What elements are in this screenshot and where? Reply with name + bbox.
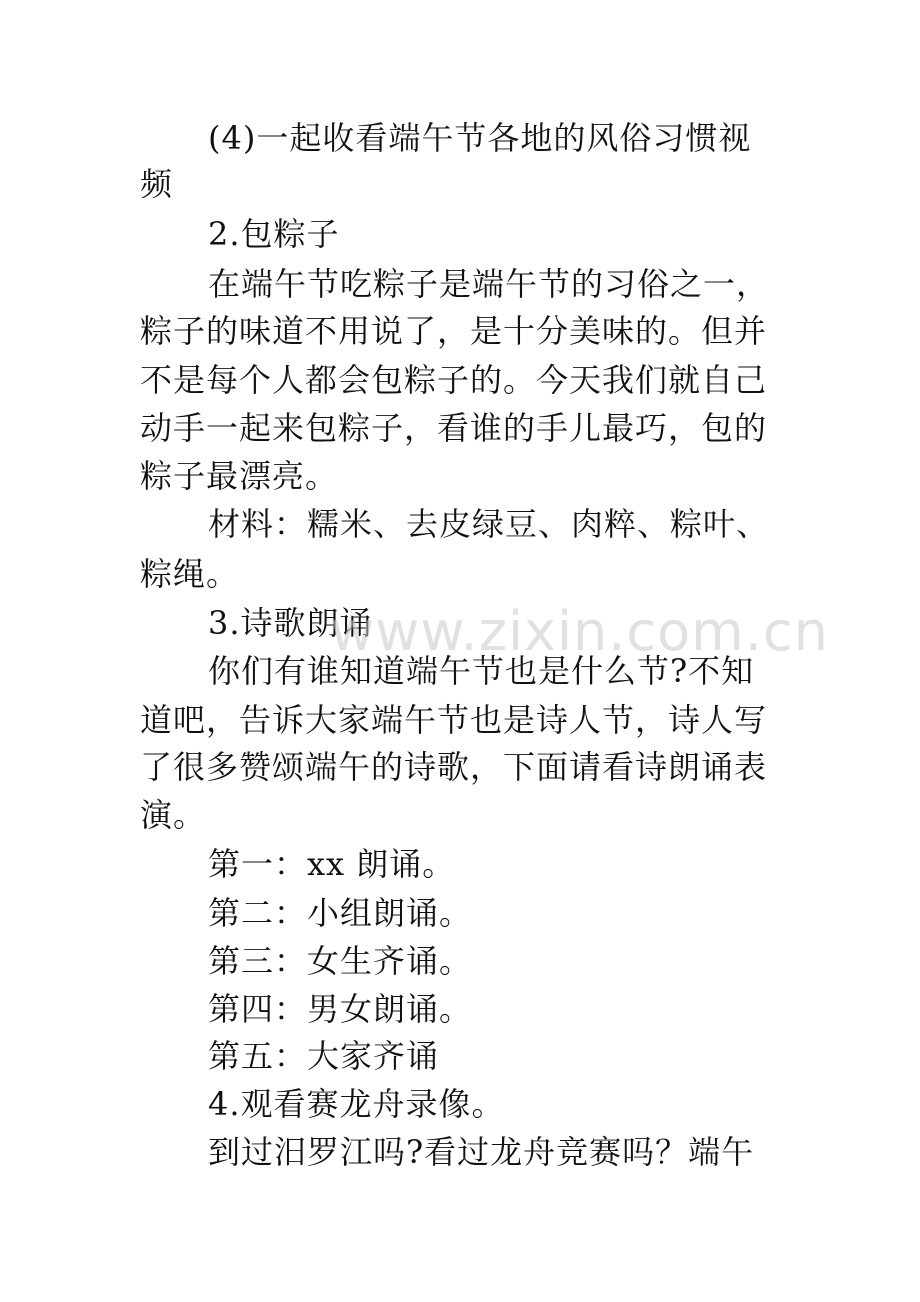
list-item: 第五：大家齐诵 <box>208 1037 440 1075</box>
text-line: 道吧，告诉大家端午节也是诗人节，诗人写 <box>140 701 768 739</box>
watermark-text: www.zixin.com.cn <box>330 600 829 663</box>
text-line: 到过汨罗江吗?看过龙舟竞赛吗？端午 <box>208 1133 755 1171</box>
list-item: 第四：男女朗诵。 <box>208 990 473 1028</box>
text-line: 不是每个人都会包粽子的。今天我们就自己 <box>140 361 768 399</box>
list-item: 第二：小组朗诵。 <box>208 894 473 932</box>
text-line: 粽绳。 <box>140 555 240 593</box>
section-heading: 4.观看赛龙舟录像。 <box>208 1085 505 1123</box>
text-line: 粽子的味道不用说了，是十分美味的。但并 <box>140 312 768 350</box>
text-line: 粽子最漂亮。 <box>140 457 339 495</box>
text-line: 材料：糯米、去皮绿豆、肉粹、粽叶、 <box>208 505 770 543</box>
list-item: 第一：xx 朗诵。 <box>208 845 456 883</box>
section-heading: 2.包粽子 <box>208 215 340 253</box>
text-line: 在端午节吃粽子是端午节的习俗之一， <box>208 265 770 303</box>
text-line: 频 <box>140 165 174 203</box>
text-line: 了很多赞颂端午的诗歌，下面请看诗朗诵表 <box>140 748 768 786</box>
text-line: 动手一起来包粽子，看谁的手儿最巧，包的 <box>140 409 768 447</box>
text-line: 演。 <box>140 796 207 834</box>
text-line: (4)一起收看端午节各地的风俗习惯视 <box>208 119 752 157</box>
section-heading: 3.诗歌朗诵 <box>208 604 373 642</box>
list-item: 第三：女生齐诵。 <box>208 942 473 980</box>
text-line: 你们有谁知道端午节也是什么节?不知 <box>208 652 755 690</box>
